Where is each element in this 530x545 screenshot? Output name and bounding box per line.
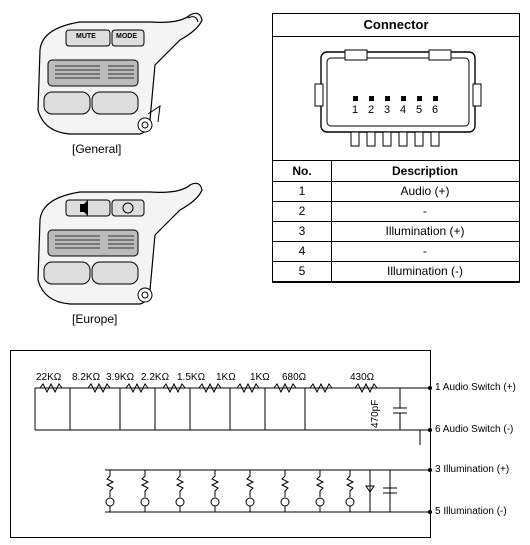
pin-label: 2 [368, 104, 375, 116]
terminal-illum-plus: 3 Illumination (+) [435, 464, 510, 475]
pin-label: 3 [384, 104, 391, 116]
general-caption: [General] [72, 142, 122, 156]
connector-title: Connector [273, 14, 519, 37]
capacitor-label: 470pF [370, 399, 381, 428]
pin-desc: Illumination (+) [385, 224, 465, 238]
terminal-audio-minus: 6 Audio Switch (-) [435, 424, 514, 435]
terminal-illum-minus: 5 Illumination (-) [435, 506, 507, 517]
pin-no: 4 [298, 244, 306, 258]
pin-desc: - [423, 204, 427, 218]
mode-button-label: MODE [116, 33, 137, 40]
pin-no: 2 [298, 204, 306, 218]
resistor-label: 1.5KΩ [177, 372, 206, 383]
table-row [273, 221, 519, 242]
table-row [273, 201, 519, 222]
table-row [273, 261, 519, 282]
pin-label: 4 [400, 104, 407, 116]
table-header [273, 160, 519, 182]
table-row [273, 181, 519, 202]
pin-desc: Audio (+) [400, 184, 450, 198]
resistor-label: 430Ω [350, 372, 375, 383]
resistor-label: 2.2KΩ [141, 372, 170, 383]
circuit-schematic [10, 350, 520, 538]
terminal-audio-plus: 1 Audio Switch (+) [435, 382, 516, 393]
pin-label: 1 [352, 104, 359, 116]
col-desc-header: Description [391, 164, 458, 178]
pin-no: 1 [298, 184, 306, 198]
resistor-label: 680Ω [282, 372, 307, 383]
resistor-label: 1KΩ [250, 372, 270, 383]
pin-label: 5 [416, 104, 423, 116]
europe-switch-illustration [30, 180, 210, 315]
pin-no: 3 [298, 224, 306, 238]
general-switch-illustration [30, 10, 210, 145]
connector-table [272, 13, 520, 283]
resistor-label: 8.2KΩ [72, 372, 101, 383]
pin-no: 5 [298, 264, 306, 278]
col-no-header: No. [292, 164, 312, 178]
mute-button-label: MUTE [76, 33, 96, 40]
pin-desc: - [423, 244, 427, 258]
resistor-label: 3.9KΩ [106, 372, 135, 383]
resistor-label: 1KΩ [216, 372, 236, 383]
table-row [273, 241, 519, 262]
pin-label: 6 [432, 104, 439, 116]
europe-caption: [Europe] [72, 312, 118, 326]
resistor-label: 22KΩ [36, 372, 62, 383]
connector-illustration [313, 44, 483, 154]
pin-desc: Illumination (-) [386, 264, 464, 278]
